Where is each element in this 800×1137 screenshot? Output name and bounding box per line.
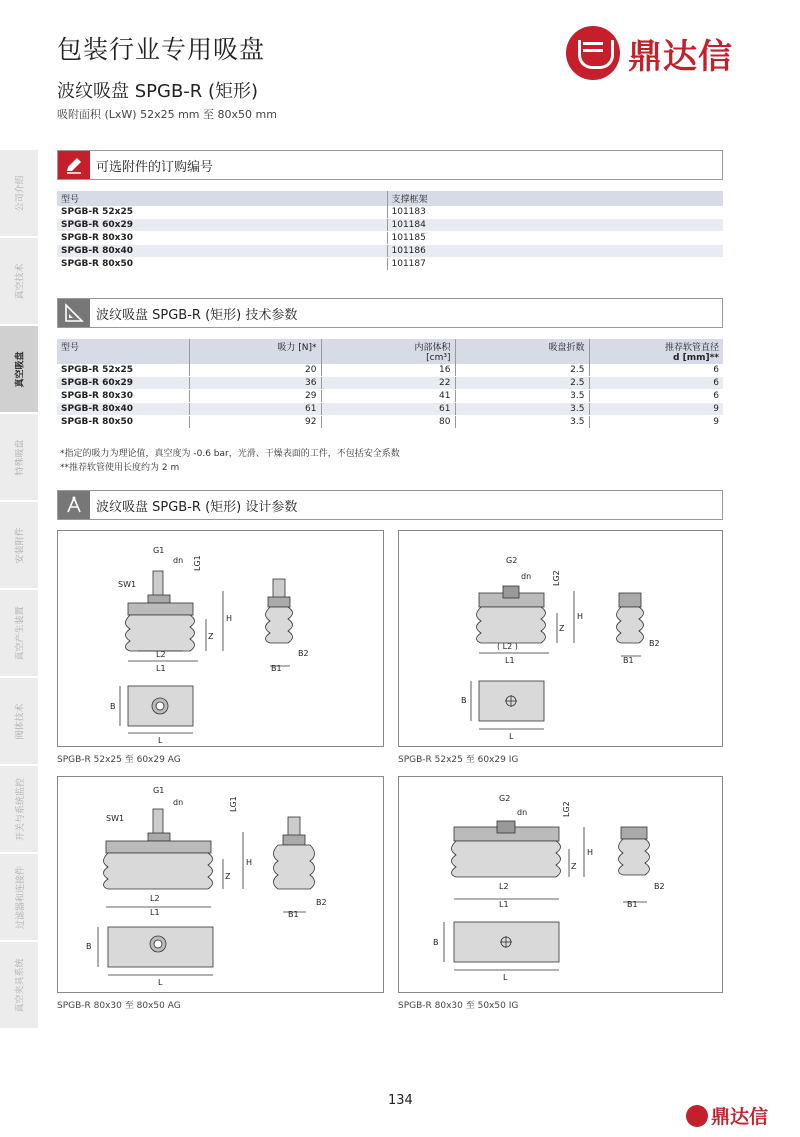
dim-label-b: B [433, 938, 439, 947]
dim-label-l1: L1 [499, 900, 509, 909]
product-subtitle: 波纹吸盘 SPGB-R (矩形) [57, 81, 259, 102]
dim-label-lg: LG1 [229, 796, 238, 812]
table-row [57, 206, 723, 219]
part-number-cell: 101185 [387, 232, 723, 245]
dim-label-lg: LG2 [552, 570, 561, 586]
technical-section-header [57, 298, 723, 328]
dim-label-b: B [86, 942, 92, 951]
table-row: SPGB-R 80x30 29 41 3.5 6 [57, 390, 723, 403]
dim-label-dn: dn [517, 808, 528, 817]
brand-mark-icon [686, 1105, 708, 1127]
diagram-caption: SPGB-R 80x30 至 80x50 AG [57, 1001, 181, 1011]
table-row [57, 232, 723, 245]
side-tab-label: 过滤器和连接件 [15, 865, 26, 929]
suction-area-range: 吸附面积 (LxW) 52x25 mm 至 80x50 mm [57, 108, 277, 121]
dim-label-h: H [587, 848, 594, 857]
dim-label-sw: SW1 [106, 814, 125, 823]
footnote-hose: **推荐软管使用长度约为 2 m [60, 463, 180, 473]
side-tab[interactable] [0, 590, 38, 678]
accessories-heading: 可选附件的订购编号 [96, 159, 214, 175]
side-tab[interactable] [0, 502, 38, 590]
side-tab[interactable] [0, 414, 38, 502]
table-row [57, 245, 723, 258]
table-row: SPGB-R 60x29 36 22 2.5 6 [57, 377, 723, 390]
dim-label-l1: L1 [156, 664, 166, 673]
diagram-caption: SPGB-R 80x30 至 50x50 IG [398, 1001, 519, 1011]
brand-mark-icon [566, 26, 620, 80]
dim-label-h: H [577, 612, 584, 621]
dim-label-g: G1 [153, 546, 165, 555]
table-row: SPGB-R 80x50 92 80 3.5 9 [57, 416, 723, 429]
model-cell: SPGB-R 60x29 [57, 219, 387, 232]
diagram-ag-small [57, 530, 384, 747]
side-tab[interactable] [0, 238, 38, 326]
footer-brand-logo [686, 1102, 768, 1129]
technical-heading: 波纹吸盘 SPGB-R (矩形) 技术参数 [96, 307, 298, 323]
table-row: SPGB-R 52x25 20 16 2.5 6 [57, 364, 723, 377]
dim-label-l: L [509, 732, 514, 741]
design-heading: 波纹吸盘 SPGB-R (矩形) 设计参数 [96, 499, 298, 515]
dim-label-b2: B2 [654, 882, 665, 891]
dim-label-sw: SW1 [118, 580, 137, 589]
footnote-force: *指定的吸力为理论值，真空度为 -0.6 bar，光滑、干燥表面的工件，不包括安全系数 [60, 449, 400, 459]
dim-label-b1: B1 [271, 664, 282, 673]
column-header: 型号 [57, 339, 189, 364]
dim-label-b: B [461, 696, 467, 705]
dim-label-lg: LG1 [193, 555, 202, 571]
dim-label-lg: LG2 [562, 801, 571, 817]
side-navigation [0, 150, 38, 1030]
diagram-ag-large [57, 776, 384, 993]
dim-label-g: G2 [499, 794, 511, 803]
column-header: 内部体积 [cm³] [321, 339, 455, 364]
diagram-ig-large [398, 776, 723, 993]
table-row [57, 258, 723, 271]
dim-label-z: Z [559, 624, 565, 633]
dim-label-h: H [246, 858, 253, 867]
table-row: SPGB-R 80x40 61 61 3.5 9 [57, 403, 723, 416]
side-tab[interactable] [0, 678, 38, 766]
diagram-ig-small [398, 530, 723, 747]
dim-label-l1: L1 [150, 908, 160, 917]
side-tab-label: 开关与系统监控 [15, 777, 26, 841]
design-section-header [57, 490, 723, 520]
diagram-caption: SPGB-R 52x25 至 60x29 IG [398, 755, 519, 765]
side-tab-label: 特殊吸盘 [15, 438, 26, 476]
technical-table [57, 339, 723, 429]
accessories-section-header [57, 150, 723, 180]
dim-label-l: L [158, 978, 163, 987]
side-tab[interactable] [0, 766, 38, 854]
dim-label-z: Z [225, 872, 231, 881]
dim-label-g: G1 [153, 786, 165, 795]
dim-label-dn: dn [521, 572, 532, 581]
compass-icon [58, 491, 90, 519]
dim-label-z: Z [208, 632, 214, 641]
table-header-row [57, 191, 723, 206]
column-header: 型号 [57, 191, 387, 206]
pencil-icon [58, 151, 90, 179]
accessories-table [57, 191, 723, 271]
column-header: 推荐软管直径 d [mm]** [589, 339, 723, 364]
model-cell: SPGB-R 52x25 [57, 206, 387, 219]
model-cell: SPGB-R 80x40 [57, 245, 387, 258]
side-tab[interactable] [0, 150, 38, 238]
side-tab-label: 安装附件 [15, 526, 26, 564]
side-tab-active[interactable] [0, 326, 38, 414]
column-header: 吸盘折数 [455, 339, 589, 364]
dim-label-l2: L2 [499, 882, 509, 891]
side-tab[interactable] [0, 942, 38, 1030]
side-tab-label: 公司介绍 [15, 174, 26, 212]
side-tab-label: 真空技术 [15, 262, 26, 300]
brand-logo [566, 26, 756, 80]
ruler-icon [58, 299, 90, 327]
dim-label-l1: L1 [505, 656, 515, 665]
dim-label-b1: B1 [627, 900, 638, 909]
model-cell: SPGB-R 80x30 [57, 232, 387, 245]
dim-label-b1: B1 [623, 656, 634, 665]
table-header-row [57, 339, 723, 364]
dim-label-l: L [158, 736, 163, 745]
page-number: 134 [388, 1093, 413, 1108]
side-tab-label: 阀体技术 [15, 702, 26, 740]
column-header: 支撑框架 [387, 191, 723, 206]
side-tab-label: 真空吸盘 [15, 350, 26, 388]
model-cell: SPGB-R 80x50 [57, 258, 387, 271]
footer-brand-name: 鼎达信 [711, 1106, 769, 1128]
dim-label-l2: ( L2 ) [497, 642, 518, 651]
brand-name: 鼎达信 [628, 36, 733, 77]
page-title: 包装行业专用吸盘 [57, 35, 266, 64]
side-tab[interactable] [0, 854, 38, 942]
dim-label-l2: L2 [156, 650, 166, 659]
table-row [57, 219, 723, 232]
dim-label-b2: B2 [298, 649, 309, 658]
dim-label-b2: B2 [649, 639, 660, 648]
dim-label-b: B [110, 702, 116, 711]
dim-label-b2: B2 [316, 898, 327, 907]
part-number-cell: 101183 [387, 206, 723, 219]
dim-label-h: H [226, 614, 233, 623]
dim-label-l2: L2 [150, 894, 160, 903]
part-number-cell: 101184 [387, 219, 723, 232]
dim-label-dn: dn [173, 798, 184, 807]
dim-label-g: G2 [506, 556, 518, 565]
dim-label-z: Z [571, 862, 577, 871]
side-tab-label: 真空产生装置 [15, 605, 26, 661]
diagram-caption: SPGB-R 52x25 至 60x29 AG [57, 755, 181, 765]
part-number-cell: 101187 [387, 258, 723, 271]
dim-label-b1: B1 [288, 910, 299, 919]
dim-label-dn: dn [173, 556, 184, 565]
side-tab-label: 真空夹具系统 [15, 957, 26, 1013]
dim-label-l: L [503, 973, 508, 982]
column-header: 吸力 [N]* [189, 339, 321, 364]
part-number-cell: 101186 [387, 245, 723, 258]
